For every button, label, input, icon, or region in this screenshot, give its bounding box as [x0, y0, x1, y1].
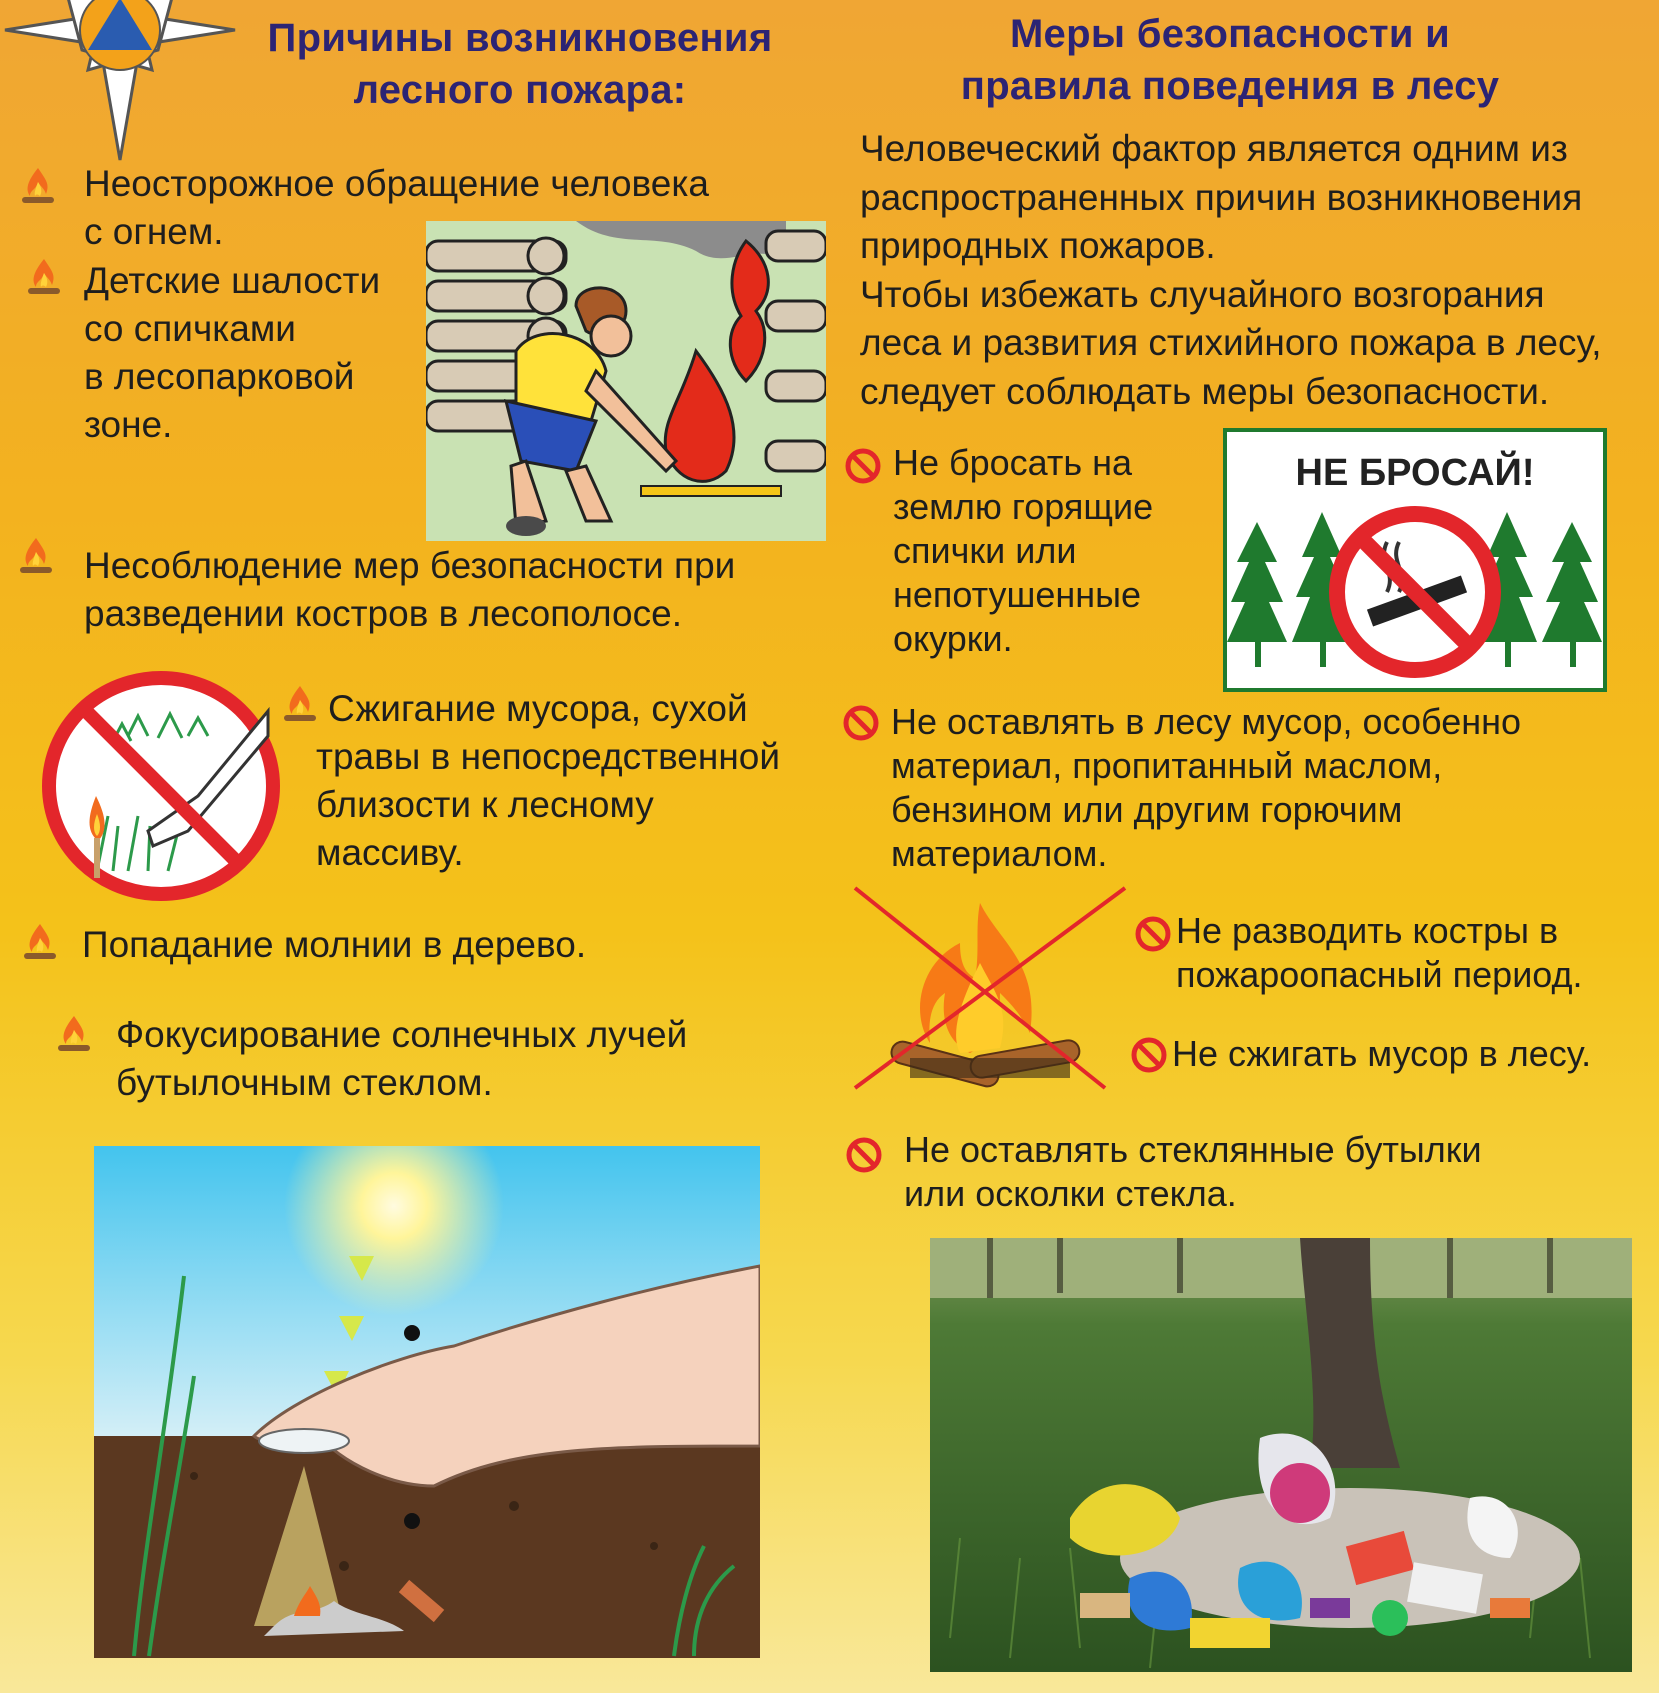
- cause-child-play: Детские шалости со спичками в лесопарковой зоне.: [84, 260, 381, 445]
- campfire-icon: [52, 1012, 96, 1056]
- rule-no-litter: Не оставлять в лесу мусор, особенно материал, пропитанный маслом, бензином или другим горючим материалом.: [891, 701, 1522, 874]
- rule-no-campfires: Не разводить костры в пожароопасный период.: [1176, 910, 1583, 995]
- rule-no-glass: Не оставлять стеклянные бутылки или осколки стекла.: [904, 1129, 1482, 1214]
- safety-title: Меры безопасности и правила поведения в лесу: [960, 12, 1500, 108]
- forest-litter-photo: [930, 1238, 1632, 1672]
- safety-intro-text: Человеческий фактор является одним из распространенных причин возникновения природных пожаров. Чтобы избежать случайного возгорания леса и развития стихийного пожара в лесу, следует соблюдать меры безопасности.: [860, 128, 1602, 412]
- rule-no-throwing-matches: Не бросать на землю горящие спички или непотушенные окурки.: [893, 442, 1154, 659]
- sun-through-glass-picture: [94, 1146, 760, 1658]
- no-burning-grass-sign: [38, 666, 284, 906]
- sign-text: НЕ БРОСАЙ!: [1295, 452, 1535, 494]
- crossed-campfire-picture: [850, 883, 1130, 1098]
- no-smoking-forest-sign: [1223, 428, 1607, 692]
- cause-burning-trash: Сжигание мусора, сухой травы в непосредственной близости к лесному массиву.: [316, 688, 780, 873]
- campfire-icon: [18, 920, 62, 964]
- cause-careless-fire: Неосторожное обращение человека с огнем.: [84, 163, 709, 252]
- campfire-icon: [22, 255, 66, 299]
- cause-lightning: Попадание молнии в дерево.: [82, 924, 587, 965]
- causes-title: Причины возникновения лесного пожара:: [267, 16, 773, 112]
- campfire-icon: [16, 164, 60, 208]
- cause-campfire-safety: Несоблюдение мер безопасности при разведении костров в лесополосе.: [84, 545, 736, 634]
- prohibition-icon: [842, 704, 880, 742]
- prohibition-icon: [1130, 1036, 1168, 1074]
- rule-no-burning-trash: Не сжигать мусор в лесу.: [1172, 1033, 1592, 1074]
- prohibition-icon: [1134, 915, 1172, 953]
- prohibition-icon: [845, 1136, 883, 1174]
- star-emblem-icon: [0, 0, 240, 165]
- prohibition-icon: [844, 447, 882, 485]
- boy-lighting-fire-picture: [426, 221, 826, 541]
- campfire-icon: [14, 534, 58, 578]
- cause-focused-sunlight: Фокусирование солнечных лучей бутылочным стеклом.: [116, 1014, 688, 1103]
